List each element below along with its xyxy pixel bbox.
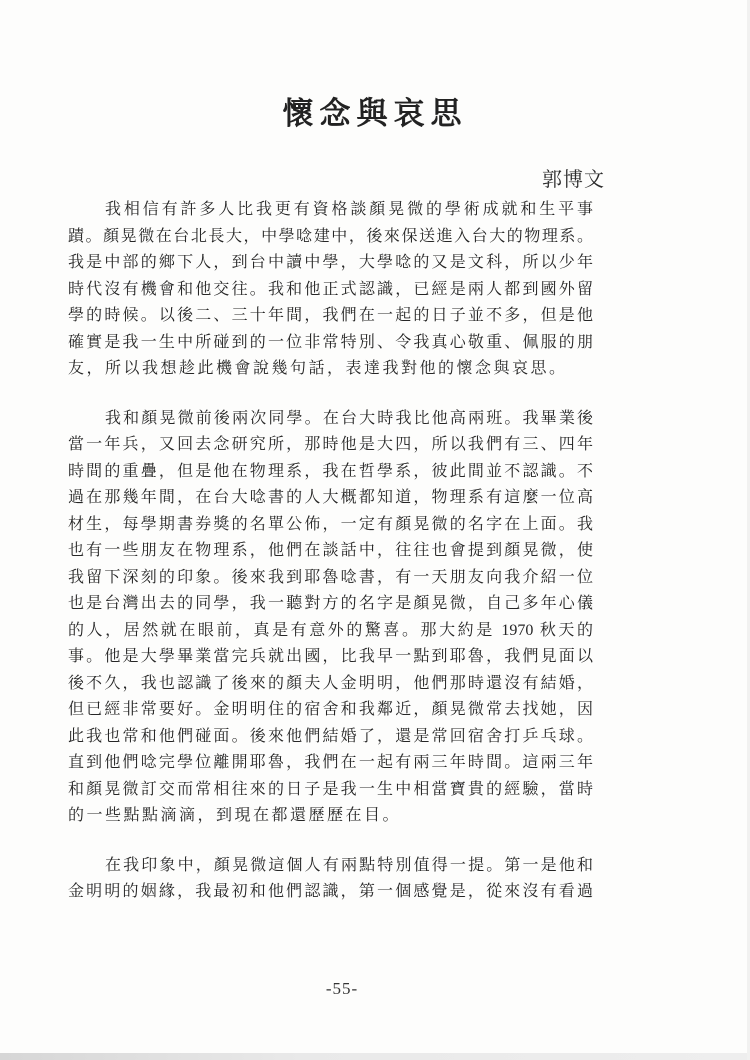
text-line: 蹟。顏晃微在台北長大，中學唸建中，後來保送進入台大的物理系。: [68, 227, 593, 245]
paragraph: [68, 197, 593, 383]
author-name: 郭博文: [542, 169, 605, 191]
scan-edge-bottom: [0, 1053, 750, 1060]
text-line: 確實是我一生中所碰到的一位非常特別、令我真心敬重、佩服的朋: [68, 333, 593, 351]
text-line: 和顏晃微訂交而常相往來的日子是我一生中相當寶貴的經驗，當時: [68, 780, 593, 798]
text-line: 友，所以我想趁此機會說幾句話，表達我對他的懷念與哀思。: [68, 360, 568, 377]
paragraph: [68, 853, 593, 906]
text-line: 過在那幾年間，在台大唸書的人大概都知道，物理系有這麼一位高: [68, 489, 593, 506]
text-line: 的一些點點滴滴，到現在都還歷歷在目。: [68, 807, 402, 824]
document-title: 懷念與哀思: [282, 96, 468, 131]
text-line: 後不久，我也認識了後來的顏夫人金明明，他們那時還沒有結婚，: [68, 674, 593, 692]
text-line: 金明明的姻緣，我最初和他們認識，第一個感覺是，從來沒有看過: [68, 883, 593, 900]
text-line: 也是台灣出去的同學，我一聽對方的名字是顏晃微，自己多年心儀: [68, 595, 593, 612]
essay-body: [68, 197, 593, 906]
text-line: 時間的重疊，但是他在物理系，我在哲學系，彼此間並不認識。不: [68, 462, 593, 480]
paragraph: [68, 406, 593, 830]
text-line: 我是中部的鄉下人，到台中讀中學，大學唸的又是文科，所以少年: [68, 254, 593, 271]
text-line: 我和顏晃微前後兩次同學。在台大時我比他高兩班。我畢業後: [105, 409, 593, 427]
text-line: 學的時候。以後二、三十年間，我們在一起的日子並不多，但是他: [68, 307, 593, 324]
text-line: 直到他們唸完學位離開耶魯，我們在一起有兩三年時間。這兩三年: [68, 754, 593, 771]
text-line: 時代沒有機會和他交往。我和他正式認識，已經是兩人都到國外留: [68, 280, 593, 298]
text-line: 此我也常和他們碰面。後來他們結婚了，還是常回宿舍打乒乓球。: [68, 727, 593, 745]
text-line: 事。他是大學畢業當完兵就出國，比我早一點到耶魯，我們見面以: [68, 648, 593, 665]
text-line: 我相信有許多人比我更有資格談顏晃微的學術成就和生平事: [105, 201, 593, 218]
text-line: 的人，居然就在眼前，真是有意外的驚喜。那大約是 1970 秋天的: [68, 621, 593, 639]
text-line: 也有一些朋友在物理系，他們在談話中，往往也會提到顏晃微，使: [68, 542, 593, 559]
text-line: 材生，每學期書券獎的名單公佈，一定有顏晃微的名字在上面。我: [68, 515, 593, 533]
text-line: 我留下深刻的印象。後來我到耶魯唸書，有一天朋友向我介紹一位: [68, 568, 593, 586]
text-line: 在我印象中，顏晃微這個人有兩點特別值得一提。第一是他和: [105, 856, 593, 874]
text-line: 當一年兵，又回去念研究所，那時他是大四，所以我們有三、四年: [68, 436, 593, 453]
page-number: -55-: [325, 979, 359, 998]
text-line: 但已經非常要好。金明明住的宿舍和我鄰近，顏晃微常去找她，因: [68, 701, 593, 718]
